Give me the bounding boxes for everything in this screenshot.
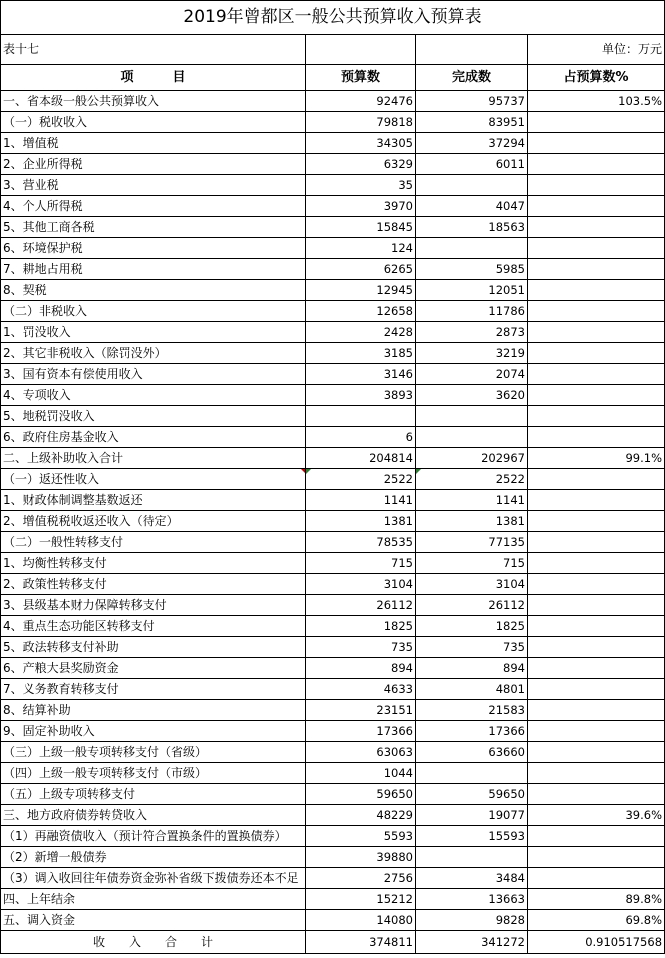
row-budget[interactable]: 92476 [306, 91, 416, 112]
table-row [1, 490, 665, 511]
row-budget[interactable]: 1381 [306, 511, 416, 532]
row-actual[interactable]: 715 [416, 553, 528, 574]
table-row [1, 658, 665, 679]
row-label[interactable]: 6、环境保护税 [1, 238, 306, 259]
meta-row [1, 35, 665, 65]
row-budget[interactable]: 894 [306, 658, 416, 679]
table-row [1, 112, 665, 133]
total-percent[interactable]: 0.910517568 [528, 931, 665, 954]
row-label[interactable]: （二）一般性转移支付 [1, 532, 306, 553]
row-actual[interactable]: 26112 [416, 595, 528, 616]
row-budget[interactable]: 14080 [306, 910, 416, 931]
row-actual[interactable]: 202967 [416, 448, 528, 469]
unit-label[interactable]: 单位：万元 [528, 35, 665, 65]
total-label[interactable]: 收 入 合 计 [1, 931, 306, 954]
row-actual[interactable]: 13663 [416, 889, 528, 910]
row-actual[interactable]: 1825 [416, 616, 528, 637]
table-row [1, 742, 665, 763]
row-label[interactable]: 2、其它非税收入（除罚没外） [1, 343, 306, 364]
table-row [1, 553, 665, 574]
header-actual[interactable]: 完成数 [416, 65, 528, 91]
table-row [1, 385, 665, 406]
row-percent[interactable] [528, 616, 665, 637]
row-percent[interactable] [528, 532, 665, 553]
row-percent[interactable] [528, 679, 665, 700]
row-actual[interactable]: 735 [416, 637, 528, 658]
row-actual[interactable] [416, 763, 528, 784]
table-row [1, 217, 665, 238]
row-label[interactable]: 5、其他工商各税 [1, 217, 306, 238]
row-budget[interactable]: 3893 [306, 385, 416, 406]
row-actual[interactable] [416, 427, 528, 448]
row-label[interactable]: （一）返还性收入 [1, 469, 306, 490]
table-row [1, 763, 665, 784]
table-row [1, 532, 665, 553]
row-label[interactable]: 5、政法转移支付补助 [1, 637, 306, 658]
row-percent[interactable]: 89.8% [528, 889, 665, 910]
row-actual[interactable]: 11786 [416, 301, 528, 322]
row-percent[interactable] [528, 700, 665, 721]
row-budget[interactable]: 15212 [306, 889, 416, 910]
row-budget[interactable]: 1044 [306, 763, 416, 784]
row-budget[interactable]: 3146 [306, 364, 416, 385]
table-row [1, 406, 665, 427]
row-budget[interactable]: 1141 [306, 490, 416, 511]
row-budget[interactable]: 59650 [306, 784, 416, 805]
row-budget[interactable]: 3970 [306, 196, 416, 217]
row-budget[interactable]: 715 [306, 553, 416, 574]
row-label[interactable]: 1、均衡性转移支付 [1, 553, 306, 574]
row-label[interactable]: （2）新增一般债券 [1, 847, 306, 868]
table-row [1, 805, 665, 826]
row-label[interactable]: 1、财政体制调整基数返还 [1, 490, 306, 511]
row-label[interactable]: 四、上年结余 [1, 889, 306, 910]
row-label[interactable]: 2、企业所得税 [1, 154, 306, 175]
row-label[interactable]: 8、结算补助 [1, 700, 306, 721]
table-row [1, 784, 665, 805]
row-budget[interactable]: 34305 [306, 133, 416, 154]
row-percent[interactable] [528, 427, 665, 448]
row-percent[interactable] [528, 406, 665, 427]
row-label[interactable]: 3、县级基本财力保障转移支付 [1, 595, 306, 616]
row-label[interactable]: 1、罚没收入 [1, 322, 306, 343]
row-percent[interactable] [528, 154, 665, 175]
header-item[interactable]: 项 目 [1, 65, 306, 91]
row-actual[interactable] [416, 238, 528, 259]
table-row [1, 721, 665, 742]
table-row [1, 616, 665, 637]
row-percent[interactable] [528, 196, 665, 217]
total-budget[interactable]: 374811 [306, 931, 416, 954]
row-label[interactable]: 二、上级补助收入合计 [1, 448, 306, 469]
row-percent[interactable] [528, 343, 665, 364]
row-budget[interactable]: 15845 [306, 217, 416, 238]
row-budget[interactable]: 3104 [306, 574, 416, 595]
row-label[interactable]: 五、调入资金 [1, 910, 306, 931]
row-percent[interactable] [528, 175, 665, 196]
row-actual[interactable]: 5985 [416, 259, 528, 280]
row-percent[interactable] [528, 784, 665, 805]
row-actual[interactable]: 3219 [416, 343, 528, 364]
row-label[interactable]: 2、增值税税收返还收入（待定） [1, 511, 306, 532]
row-percent[interactable] [528, 658, 665, 679]
row-budget[interactable]: 78535 [306, 532, 416, 553]
table-row [1, 322, 665, 343]
title-row [1, 1, 665, 35]
row-actual[interactable]: 15593 [416, 826, 528, 847]
row-percent[interactable]: 69.8% [528, 910, 665, 931]
table-row [1, 259, 665, 280]
table-row [1, 826, 665, 847]
row-label[interactable]: （一）税收收入 [1, 112, 306, 133]
table-row [1, 154, 665, 175]
row-budget[interactable]: 35 [306, 175, 416, 196]
row-budget[interactable] [306, 406, 416, 427]
row-label[interactable]: 一、省本级一般公共预算收入 [1, 91, 306, 112]
row-actual[interactable]: 17366 [416, 721, 528, 742]
row-budget[interactable]: 63063 [306, 742, 416, 763]
row-actual[interactable]: 1381 [416, 511, 528, 532]
row-budget[interactable]: 23151 [306, 700, 416, 721]
table-row [1, 175, 665, 196]
total-row [1, 931, 665, 954]
table-row [1, 427, 665, 448]
row-label[interactable]: （三）上级一般专项转移支付（省级） [1, 742, 306, 763]
row-label[interactable]: 7、耕地占用税 [1, 259, 306, 280]
row-budget[interactable]: 2428 [306, 322, 416, 343]
row-percent[interactable] [528, 133, 665, 154]
row-actual[interactable]: 19077 [416, 805, 528, 826]
row-percent[interactable] [528, 490, 665, 511]
row-label[interactable]: （五）上级专项转移支付 [1, 784, 306, 805]
row-actual[interactable]: 3484 [416, 868, 528, 889]
row-budget[interactable]: 5593 [306, 826, 416, 847]
row-label[interactable]: 6、政府住房基金收入 [1, 427, 306, 448]
row-percent[interactable] [528, 280, 665, 301]
row-budget[interactable]: 2756 [306, 868, 416, 889]
row-actual[interactable] [416, 406, 528, 427]
meta-empty-cell[interactable] [306, 35, 416, 65]
row-percent[interactable] [528, 721, 665, 742]
row-percent[interactable]: 103.5% [528, 91, 665, 112]
table-number[interactable]: 表十七 [1, 35, 306, 65]
row-label[interactable]: （四）上级一般专项转移支付（市级） [1, 763, 306, 784]
row-budget[interactable]: 26112 [306, 595, 416, 616]
row-label[interactable]: 2、政策性转移支付 [1, 574, 306, 595]
row-percent[interactable] [528, 574, 665, 595]
row-actual[interactable]: 18563 [416, 217, 528, 238]
row-budget[interactable]: 12945 [306, 280, 416, 301]
row-budget[interactable]: 2522 [306, 469, 416, 490]
row-actual[interactable]: 83951 [416, 112, 528, 133]
row-label[interactable]: 4、重点生态功能区转移支付 [1, 616, 306, 637]
row-budget[interactable]: 48229 [306, 805, 416, 826]
table-row [1, 91, 665, 112]
row-label[interactable]: （二）非税收入 [1, 301, 306, 322]
table-row [1, 343, 665, 364]
row-percent[interactable] [528, 322, 665, 343]
row-budget[interactable]: 79818 [306, 112, 416, 133]
row-percent[interactable] [528, 259, 665, 280]
row-actual[interactable]: 59650 [416, 784, 528, 805]
row-percent[interactable] [528, 217, 665, 238]
row-label[interactable]: 4、专项收入 [1, 385, 306, 406]
row-label[interactable]: 3、国有资本有偿使用收入 [1, 364, 306, 385]
row-actual[interactable]: 4801 [416, 679, 528, 700]
row-actual[interactable] [416, 175, 528, 196]
row-label[interactable]: 3、营业税 [1, 175, 306, 196]
row-label[interactable]: 8、契税 [1, 280, 306, 301]
row-actual[interactable]: 77135 [416, 532, 528, 553]
row-percent[interactable] [528, 868, 665, 889]
row-percent[interactable] [528, 826, 665, 847]
meta-empty-cell[interactable] [416, 35, 528, 65]
row-budget[interactable]: 12658 [306, 301, 416, 322]
row-actual[interactable]: 3104 [416, 574, 528, 595]
row-label[interactable]: 三、地方政府债券转贷收入 [1, 805, 306, 826]
row-actual[interactable]: 63660 [416, 742, 528, 763]
row-actual[interactable]: 2074 [416, 364, 528, 385]
table-row [1, 637, 665, 658]
row-actual[interactable]: 12051 [416, 280, 528, 301]
row-budget[interactable]: 3185 [306, 343, 416, 364]
row-actual[interactable]: 6011 [416, 154, 528, 175]
table-row [1, 910, 665, 931]
header-budget[interactable]: 预算数 [306, 65, 416, 91]
row-actual[interactable]: 894 [416, 658, 528, 679]
row-budget[interactable]: 17366 [306, 721, 416, 742]
row-percent[interactable] [528, 112, 665, 133]
row-label[interactable]: 4、个人所得税 [1, 196, 306, 217]
row-budget[interactable]: 4633 [306, 679, 416, 700]
table-row [1, 595, 665, 616]
row-budget[interactable]: 6329 [306, 154, 416, 175]
row-budget[interactable]: 6 [306, 427, 416, 448]
row-percent[interactable] [528, 238, 665, 259]
row-budget[interactable]: 39880 [306, 847, 416, 868]
row-percent[interactable] [528, 511, 665, 532]
row-percent[interactable] [528, 553, 665, 574]
row-percent[interactable]: 39.6% [528, 805, 665, 826]
table-row [1, 280, 665, 301]
row-label[interactable]: （3）调入收回往年债券资金弥补省级下拨债券还本不足 [1, 868, 306, 889]
table-row [1, 889, 665, 910]
row-percent[interactable] [528, 847, 665, 868]
header-percent[interactable]: 占预算数% [528, 65, 665, 91]
table-row [1, 574, 665, 595]
row-label[interactable]: 9、固定补助收入 [1, 721, 306, 742]
table-row [1, 238, 665, 259]
row-budget[interactable]: 124 [306, 238, 416, 259]
row-actual[interactable]: 21583 [416, 700, 528, 721]
row-label[interactable]: （1）再融资债收入（预计符合置换条件的置换债券） [1, 826, 306, 847]
row-percent[interactable] [528, 364, 665, 385]
table-row [1, 847, 665, 868]
row-actual[interactable]: 2873 [416, 322, 528, 343]
table-row [1, 700, 665, 721]
row-percent[interactable] [528, 595, 665, 616]
row-percent[interactable] [528, 469, 665, 490]
row-budget[interactable]: 735 [306, 637, 416, 658]
table-row [1, 469, 665, 490]
row-label[interactable]: 6、产粮大县奖励资金 [1, 658, 306, 679]
total-actual[interactable]: 341272 [416, 931, 528, 954]
row-percent[interactable] [528, 742, 665, 763]
row-budget[interactable]: 1825 [306, 616, 416, 637]
row-percent[interactable] [528, 763, 665, 784]
row-actual[interactable]: 37294 [416, 133, 528, 154]
table-row [1, 364, 665, 385]
row-label[interactable]: 1、增值税 [1, 133, 306, 154]
row-actual[interactable]: 3620 [416, 385, 528, 406]
row-actual[interactable]: 95737 [416, 91, 528, 112]
row-actual[interactable]: 2522 [416, 469, 528, 490]
table-row [1, 301, 665, 322]
table-row [1, 679, 665, 700]
row-percent[interactable]: 99.1% [528, 448, 665, 469]
row-percent[interactable] [528, 637, 665, 658]
table-row [1, 448, 665, 469]
row-budget[interactable]: 6265 [306, 259, 416, 280]
table-row [1, 196, 665, 217]
row-actual[interactable]: 4047 [416, 196, 528, 217]
sheet-title[interactable]: 2019年曾都区一般公共预算收入预算表 [1, 1, 665, 35]
table-row [1, 868, 665, 889]
row-percent[interactable] [528, 301, 665, 322]
row-budget[interactable]: 204814 [306, 448, 416, 469]
table-row [1, 511, 665, 532]
row-actual[interactable] [416, 847, 528, 868]
row-actual[interactable]: 9828 [416, 910, 528, 931]
row-percent[interactable] [528, 385, 665, 406]
row-label[interactable]: 5、地税罚没收入 [1, 406, 306, 427]
row-actual[interactable]: 1141 [416, 490, 528, 511]
table-row [1, 133, 665, 154]
header-row [1, 65, 665, 91]
row-label[interactable]: 7、义务教育转移支付 [1, 679, 306, 700]
